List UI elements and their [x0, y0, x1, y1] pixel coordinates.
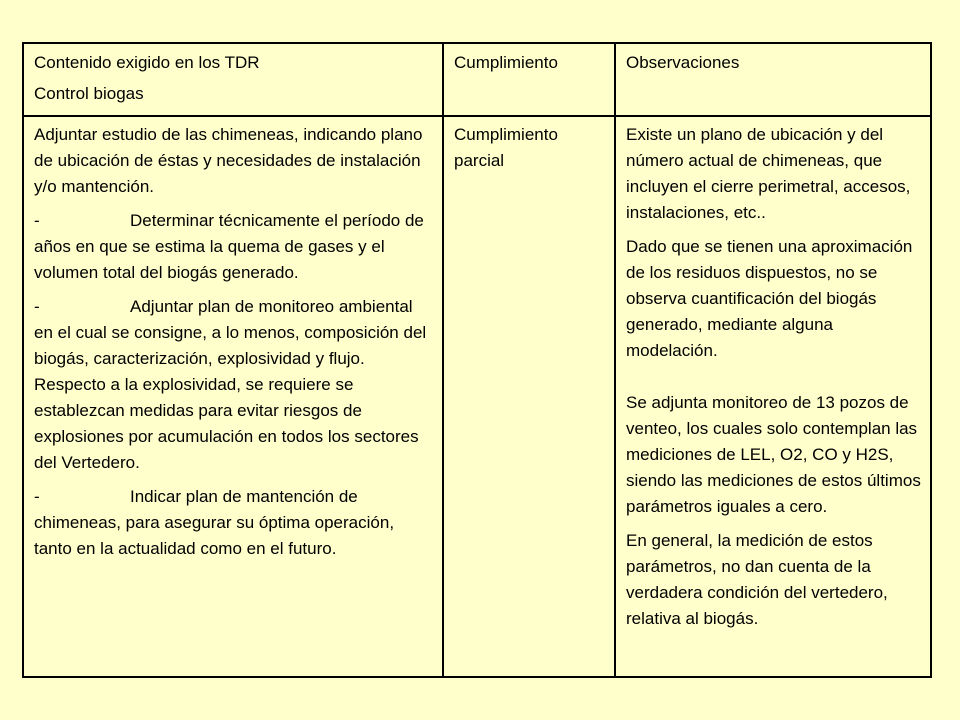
header-observations-label: Observaciones — [626, 53, 740, 72]
bullet-marker: - — [34, 211, 40, 230]
header-content-cell — [23, 43, 443, 116]
observation-paragraph: Se adjunta monitoreo de 13 pozos de venteo, los cuales solo contemplan las mediciones de LEL, O2, CO y H2S, siendo las mediciones de estos últimos parámetros iguales a cero. — [626, 393, 921, 516]
requirements-cell — [23, 116, 443, 677]
header-compliance-label: Cumplimiento — [454, 53, 558, 72]
compliance-cell — [443, 116, 615, 677]
compliance-status: Cumplimiento parcial — [454, 125, 558, 170]
requirement-item — [34, 294, 434, 476]
header-content-title: Contenido exigido en los TDR — [34, 53, 260, 72]
bullet-marker: - — [34, 487, 40, 506]
observation-paragraph: Dado que se tienen una aproximación de los residuos dispuestos, no se observa cuantificación del biogás generado, mediante alguna modelación. — [626, 237, 913, 360]
header-compliance-cell — [443, 43, 615, 116]
requirement-item-text: Determinar técnicamente el período de años en que se estima la quema de gases y el volumen total del biogás generado. — [34, 211, 424, 282]
header-content-subtitle: Control biogas — [34, 84, 144, 103]
observations-cell — [615, 116, 931, 677]
bullet-marker: - — [34, 297, 40, 316]
requirements-table — [22, 42, 932, 678]
requirement-item-text: Adjuntar plan de monitoreo ambiental en el cual se consigne, a lo menos, composición del biogás, caracterización, explosividad y flujo. Respecto a la explosividad, se requiere se establezcan medidas para evitar riesgos de explosiones por acumulación en todos los sectores del Vertedero. — [34, 297, 427, 472]
header-observations-cell — [615, 43, 931, 116]
requirement-item — [34, 208, 434, 286]
header-row — [23, 43, 931, 116]
observation-paragraph: En general, la medición de estos parámetros, no dan cuenta de la verdadera condición del vertedero, relativa al biogás. — [626, 531, 888, 628]
content-row — [23, 116, 931, 677]
observation-paragraph: Existe un plano de ubicación y del número actual de chimeneas, que incluyen el cierre perimetral, accesos, instalaciones, etc.. — [626, 125, 911, 222]
requirements-intro: Adjuntar estudio de las chimeneas, indicando plano de ubicación de éstas y necesidades de instalación y/o mantención. — [34, 125, 423, 196]
requirement-item — [34, 484, 434, 562]
requirement-item-text: Indicar plan de mantención de chimeneas, para asegurar su óptima operación, tanto en la actualidad como en el futuro. — [34, 487, 395, 558]
